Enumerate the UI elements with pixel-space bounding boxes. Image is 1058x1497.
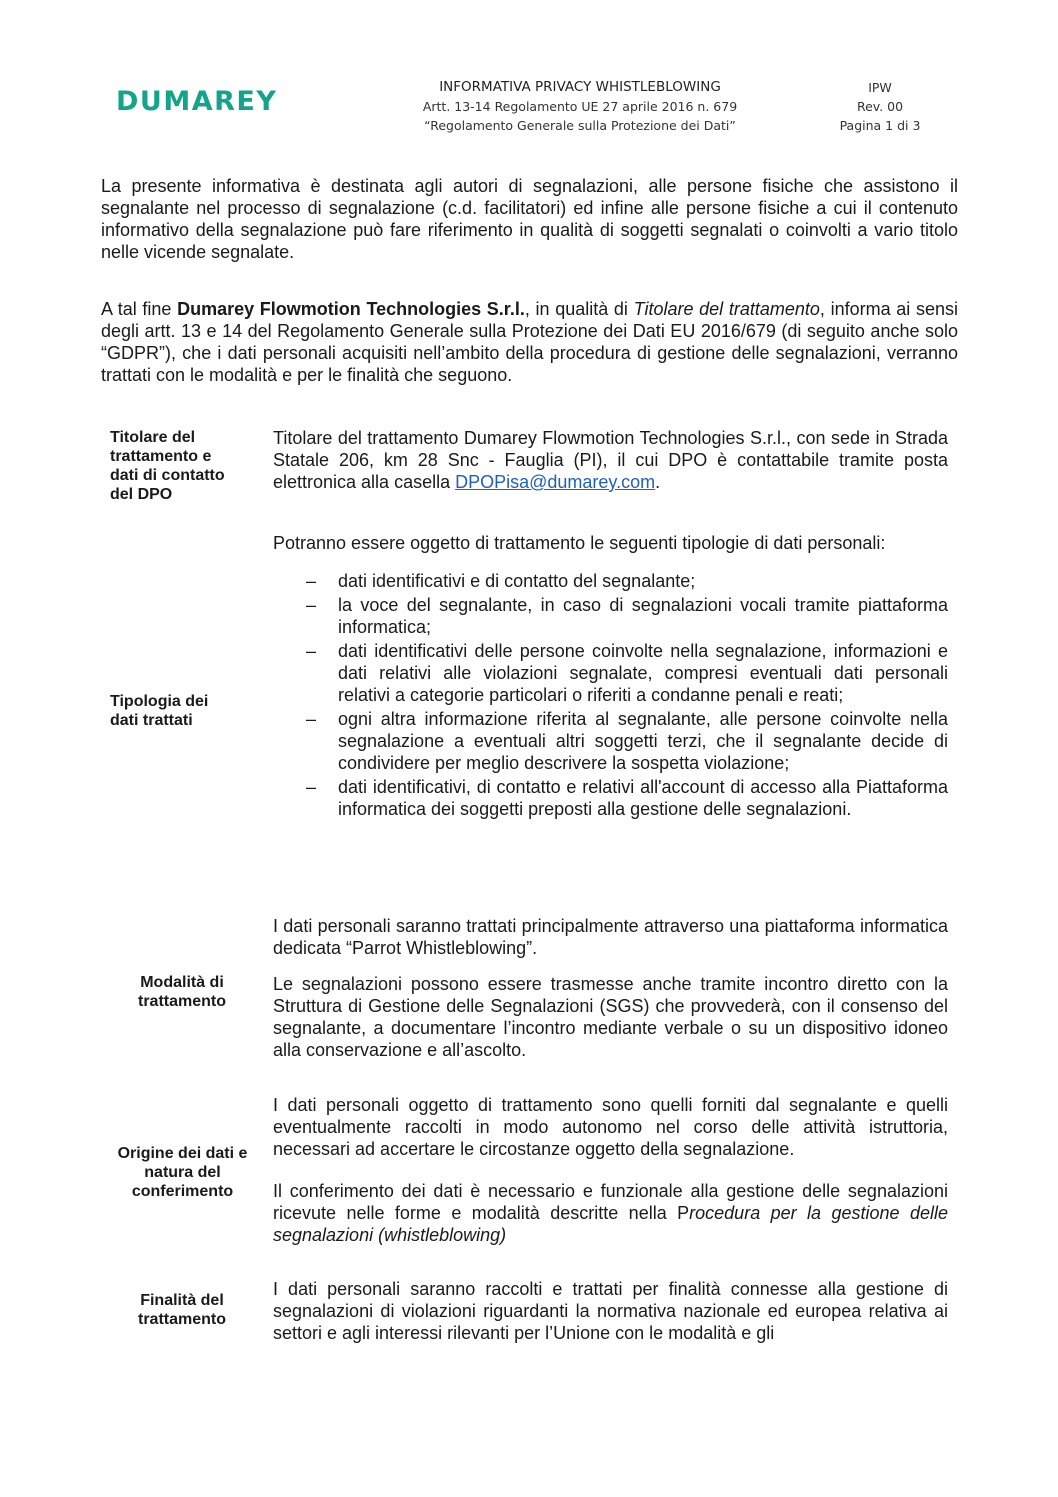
- list-item-text: dati identificativi delle persone coinvolte nella segnalazione, informazioni e dati relativi alle violazioni segnalate, compresi eventuali dati personali relativi a categorie particolari o riferiti a condanne penali e reati;: [338, 641, 948, 705]
- section-label-origine: [100, 1144, 265, 1201]
- controller-role: Titolare del trattamento: [633, 299, 820, 319]
- label-line: conferimento: [131, 1183, 234, 1200]
- label-line: Modalità di: [140, 974, 224, 991]
- label-line: trattamento e: [110, 448, 212, 465]
- label-line: Origine dei dati e: [117, 1145, 248, 1162]
- origine-paragraph-1: [273, 1094, 948, 1160]
- section-text-titolare: [273, 427, 948, 493]
- intro-text-1: La presente informativa è destinata agli autori di segnalazioni, alle persone fisiche che assistono il segnalante nel processo di segnalazione (c.d. facilitatori) ed infine alle persone fisiche a cui il contenuto informativo della segnalazione può fare riferimento in qualità di soggetti segnalati o coinvolti a vario titolo nelle vicende segnalate.: [101, 176, 958, 262]
- list-item-text: ogni altra informazione riferita al segnalante, alle persone coinvolte nella segnalazione a eventuali altri soggetti terzi, che il segnalante decide di condividere per meglio descrivere la sospetta violazione;: [338, 709, 948, 773]
- company-logo: DUMAREY: [116, 86, 278, 117]
- document-title: INFORMATIVA PRIVACY WHISTLEBLOWING: [439, 79, 721, 95]
- section-label-tipologia: [110, 692, 208, 730]
- label-line: trattamento: [137, 993, 226, 1010]
- label-line: del DPO: [110, 486, 173, 503]
- origine-text-2: [273, 1180, 948, 1246]
- list-item-text: la voce del segnalante, in caso di segnalazioni vocali tramite piattaforma informatica;: [338, 595, 948, 637]
- section-label-finalita: [126, 1291, 238, 1329]
- dash-bullet: –: [306, 777, 317, 797]
- document-code: IPW: [868, 80, 892, 95]
- titolare-text: [273, 427, 948, 493]
- titolare-text-post: .: [655, 472, 661, 492]
- dash-bullet: –: [306, 709, 317, 729]
- tipologia-list: [306, 570, 948, 822]
- company-name: Dumarey Flowmotion Technologies S.r.l.: [177, 299, 525, 319]
- label-line: dati trattati: [110, 712, 193, 729]
- list-item-text: dati identificativi, di contatto e relativi all'account di accesso alla Piattaforma informatica dei soggetti preposti alla gestione delle segnalazioni.: [338, 777, 948, 819]
- label-line: Tipologia dei: [110, 693, 209, 710]
- modalita-text-2: Le segnalazioni possono essere trasmesse anche tramite incontro diretto con la Struttura di Gestione delle Segnalazioni (SGS) che provvederà, con il consenso del segnalante, a documentare l’incontro mediante verbale o su un dispositivo idoneo alla conservazione e all’ascolto.: [273, 974, 948, 1060]
- label-line: Titolare del: [110, 429, 196, 446]
- finalita-paragraph-1: [273, 1278, 948, 1344]
- modalita-paragraph-1: [273, 915, 948, 959]
- finalita-text-1: I dati personali saranno raccolti e trattati per finalità connesse alla gestione di segnalazioni di violazioni riguardanti la normativa nazionale ed europea relativa ai settori e agli interessi rilevanti per l’Unione con le modalità e gli: [273, 1279, 948, 1343]
- tipologia-lead: [273, 532, 948, 554]
- modalita-text-1: I dati personali saranno trattati principalmente attraverso una piattaforma informatica dedicata “Parrot Whistleblowing”.: [273, 916, 948, 958]
- tipologia-lead-text: Potranno essere oggetto di trattamento le seguenti tipologie di dati personali:: [273, 533, 886, 553]
- section-label-titolare: [110, 428, 225, 504]
- list-item-text: dati identificativi e di contatto del segnalante;: [338, 571, 696, 591]
- dpo-email-link[interactable]: DPOPisa@dumarey.com: [455, 472, 656, 492]
- dash-bullet: –: [306, 641, 317, 661]
- origine-paragraph-2: [273, 1180, 948, 1246]
- label-line: natura del: [144, 1164, 221, 1181]
- label-line: dati di contatto: [110, 467, 225, 484]
- list-item: [306, 776, 948, 820]
- intro-text-2-post: , informa ai sensi degli artt. 13 e 14 del Regolamento Generale sulla Protezione dei Dati EU 2016/679 (di seguito anche solo “GDPR”), che i dati personali acquisiti nell’ambito della procedura di gestione delle segnalazioni, verranno trattati con le modalità e per le finalità che seguono.: [101, 299, 958, 385]
- document-subtitle-regulation: Artt. 13-14 Regolamento UE 27 aprile 2016 n. 679: [422, 99, 738, 114]
- label-line: trattamento: [137, 1311, 226, 1328]
- titolare-text-pre: Titolare del trattamento Dumarey Flowmotion Technologies S.r.l., con sede in Strada Statale 206, km 28 Snc - Fauglia (PI), il cui DPO è contattabile tramite posta elettronica alla casella: [273, 428, 948, 492]
- page-number: Pagina 1 di 3: [839, 118, 921, 133]
- intro-text-2-mid: , in qualità di: [524, 299, 634, 319]
- label-line: Finalità del: [140, 1292, 224, 1309]
- procedure-title: rocedura per la gestione delle segnalazioni (whistleblowing): [273, 1203, 949, 1245]
- list-item: [306, 570, 948, 592]
- dash-bullet: –: [306, 571, 317, 591]
- intro-text-2-pre: A tal fine: [101, 299, 178, 319]
- section-label-modalita: [126, 973, 238, 1011]
- intro-text-2: [101, 298, 958, 386]
- intro-paragraph-1: [101, 175, 958, 263]
- list-item: [306, 708, 948, 774]
- modalita-paragraph-2: [273, 973, 948, 1061]
- list-item: [306, 640, 948, 706]
- list-item: [306, 594, 948, 638]
- intro-paragraph-2: [101, 298, 958, 386]
- document-header-meta: [820, 78, 940, 135]
- origine-text-1: I dati personali oggetto di trattamento sono quelli forniti dal segnalante e quelli eventualmente raccolti in modo autonomo nel corso delle attività istruttoria, necessari ad accertare le circostanze oggetto della segnalazione.: [273, 1095, 948, 1159]
- document-revision: Rev. 00: [856, 99, 904, 114]
- origine-text-2-pre: Il conferimento dei dati è necessario e funzionale alla gestione delle segnalazioni ricevute nelle forme e modalità descritte nella P: [273, 1181, 948, 1223]
- document-subtitle-gdpr: “Regolamento Generale sulla Protezione dei Dati”: [424, 118, 736, 133]
- dash-bullet: –: [306, 595, 317, 615]
- document-header-title-block: [380, 78, 780, 135]
